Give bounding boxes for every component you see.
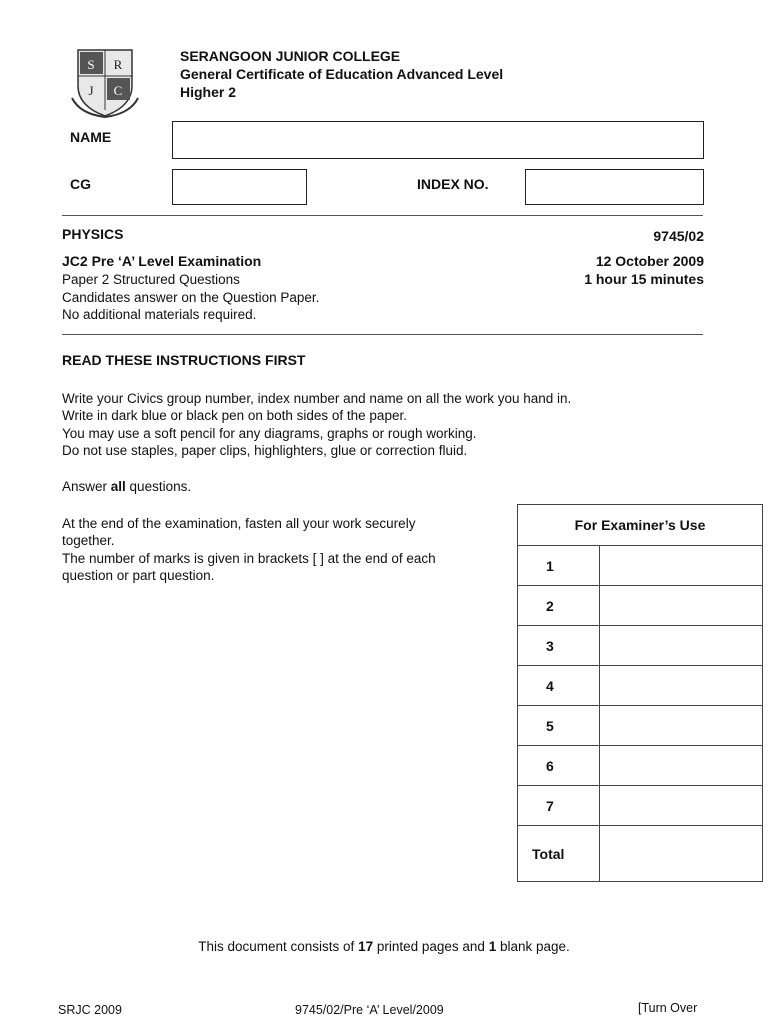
crest-letter-j: J: [88, 83, 94, 98]
crest-letter-s: S: [87, 57, 95, 72]
table-row: [518, 586, 763, 626]
table-row: [518, 746, 763, 786]
page-count-note: [0, 938, 768, 955]
page-count-middle: printed pages and: [373, 939, 489, 954]
crest-letter-r: R: [113, 57, 123, 72]
answer-all-prefix: Answer: [62, 479, 111, 494]
cg-field[interactable]: [172, 169, 307, 205]
table-row: [518, 786, 763, 826]
examiners-use-heading: For Examiner’s Use: [518, 505, 763, 546]
instruction-line: You may use a soft pencil for any diagrams, graphs or rough working.: [62, 426, 477, 441]
paper-description: Paper 2 Structured Questions: [62, 272, 240, 287]
paper-code: 9745/02: [653, 228, 704, 244]
question-number: 2: [518, 586, 600, 626]
examiners-use-header-row: [518, 505, 763, 546]
marks-cell[interactable]: [600, 546, 763, 586]
marks-cell[interactable]: [600, 626, 763, 666]
materials-note: No additional materials required.: [62, 307, 257, 322]
answer-all-suffix: questions.: [125, 479, 192, 494]
subject-name: PHYSICS: [62, 226, 124, 242]
cg-label: CG: [70, 176, 91, 192]
page-count-prefix: This document consists of: [198, 939, 359, 954]
turn-over-note: [Turn Over: [638, 1001, 698, 1015]
marks-cell[interactable]: [600, 586, 763, 626]
marks-cell[interactable]: [600, 706, 763, 746]
examiners-use-table: [517, 504, 763, 882]
question-number: 6: [518, 746, 600, 786]
certificate-title: General Certificate of Education Advanced Level: [180, 66, 504, 82]
table-row: [518, 626, 763, 666]
divider-top: [62, 215, 703, 216]
index-no-label: INDEX NO.: [417, 176, 489, 192]
instruction-line: Do not use staples, paper clips, highlighters, glue or correction fluid.: [62, 443, 468, 458]
exam-duration: 1 hour 15 minutes: [584, 271, 704, 287]
total-label: Total: [518, 826, 600, 882]
answer-all-emphasis: all: [110, 479, 126, 494]
end-instruction-line: At the end of the examination, fasten all your work securely: [62, 516, 416, 531]
total-row: [518, 826, 763, 882]
question-number: 5: [518, 706, 600, 746]
instruction-line: Write your Civics group number, index number and name on all the work you hand in.: [62, 391, 572, 406]
name-label: NAME: [70, 129, 112, 145]
instruction-line: Write in dark blue or black pen on both sides of the paper.: [62, 408, 407, 423]
end-instruction-line: question or part question.: [62, 568, 215, 583]
page-count-suffix: blank page.: [496, 939, 570, 954]
marks-cell[interactable]: [600, 786, 763, 826]
total-marks-cell[interactable]: [600, 826, 763, 882]
certificate-level: Higher 2: [180, 84, 237, 100]
college-crest-logo: [70, 46, 140, 118]
marks-cell[interactable]: [600, 666, 763, 706]
question-number: 1: [518, 546, 600, 586]
table-row: [518, 666, 763, 706]
answer-all-instruction: [62, 478, 191, 495]
instructions-heading: READ THESE INSTRUCTIONS FIRST: [62, 352, 306, 368]
answer-note: Candidates answer on the Question Paper.: [62, 290, 320, 305]
marks-cell[interactable]: [600, 746, 763, 786]
crest-letter-c: C: [113, 83, 123, 98]
school-name: SERANGOON JUNIOR COLLEGE: [180, 48, 401, 64]
question-number: 4: [518, 666, 600, 706]
index-no-field[interactable]: [525, 169, 704, 205]
table-row: [518, 546, 763, 586]
question-number: 3: [518, 626, 600, 666]
name-field[interactable]: [172, 121, 704, 159]
end-instruction-line: The number of marks is given in brackets [ ] at the end of each: [62, 551, 436, 566]
blank-page-count: 1: [488, 939, 497, 954]
table-row: [518, 706, 763, 746]
question-number: 7: [518, 786, 600, 826]
printed-page-count: 17: [358, 939, 374, 954]
end-instruction-line: together.: [62, 533, 115, 548]
footer-center: 9745/02/Pre ‘A’ Level/2009: [295, 1003, 444, 1017]
footer-left: SRJC 2009: [58, 1003, 122, 1017]
exam-date: 12 October 2009: [595, 253, 704, 269]
divider-middle: [62, 334, 703, 335]
exam-title: JC2 Pre ‘A’ Level Examination: [62, 253, 262, 269]
